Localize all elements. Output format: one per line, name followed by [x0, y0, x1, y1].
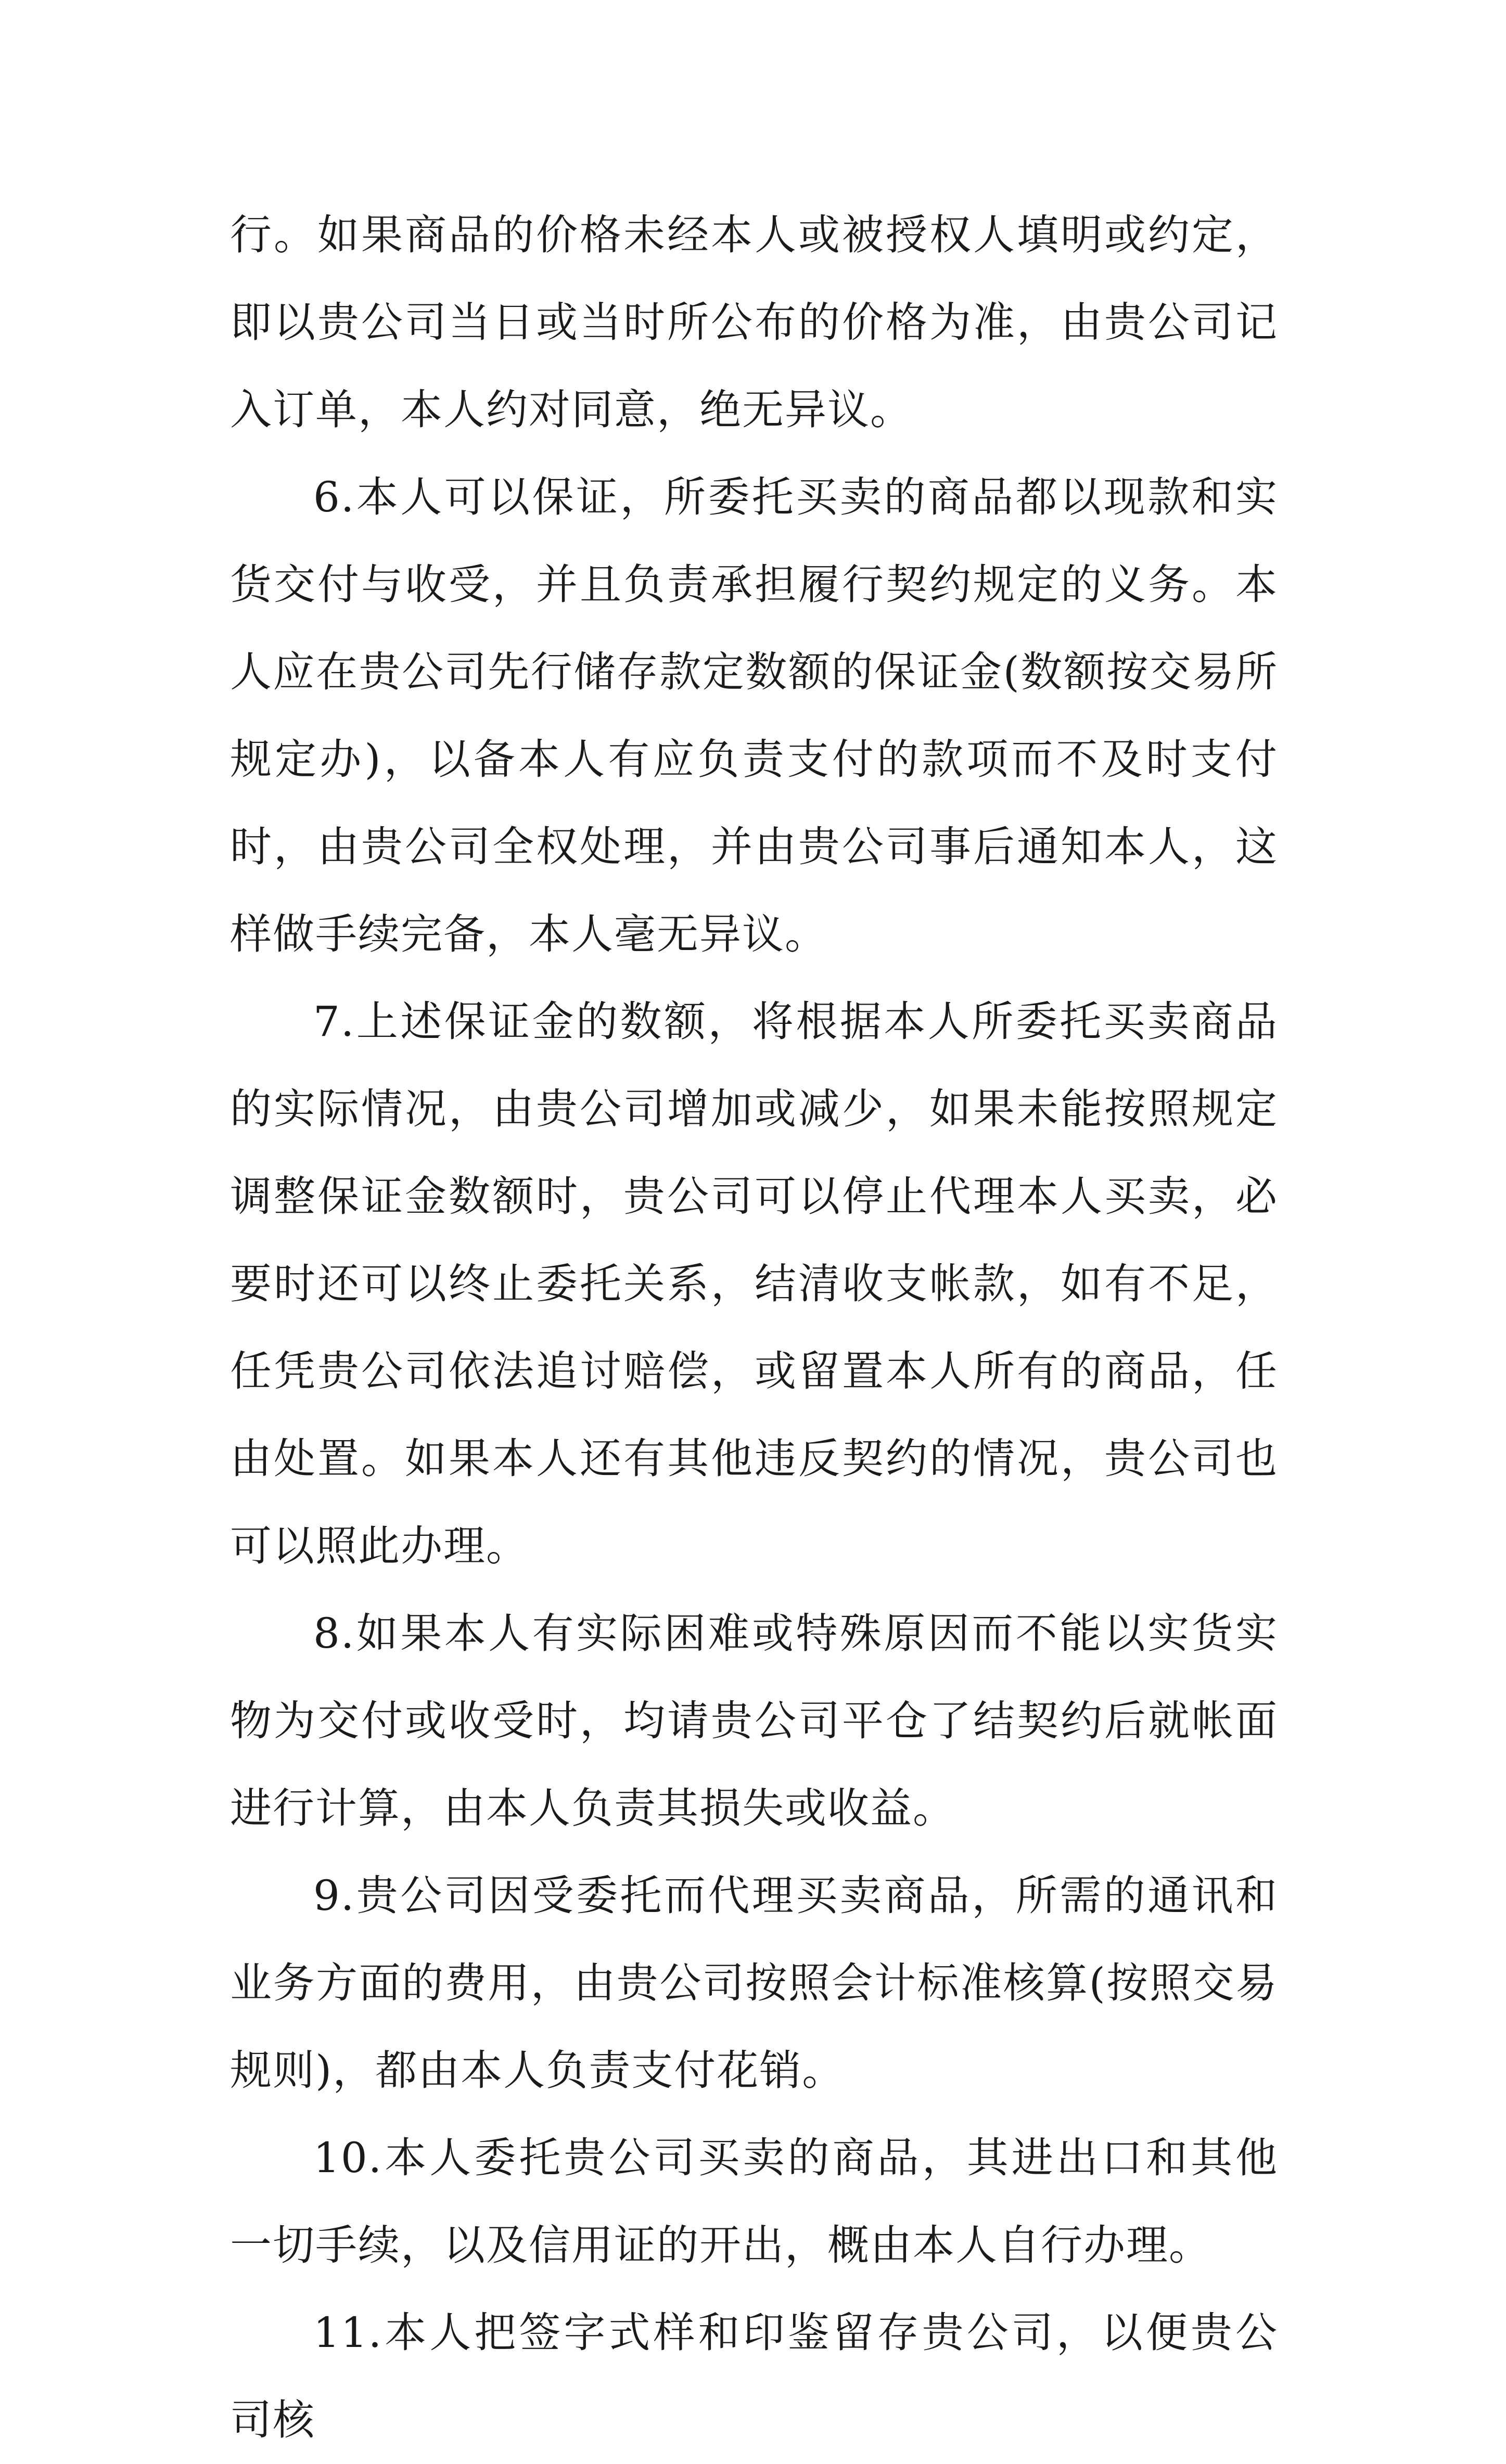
paragraph-11: 11.本人把签字式样和印鉴留存贵公司，以便贵公司核: [230, 2308, 1278, 2444]
paragraph-6: 6.本人可以保证，所委托买卖的商品都以现款和实货交付与收受，并且负责承担履行契约规定的义务。本人应在贵公司先行储存款定数额的保证金(数额按交易所规定办)，以备本人有应负责支付的款项而不及时支付时，由贵公司全权处理，并由贵公司事后通知本人，这样做手续完备，本人毫无异议。: [230, 473, 1278, 958]
document-body: [230, 191, 1278, 2464]
paragraph-10: 10.本人委托贵公司买卖的商品，其进出口和其他一切手续，以及信用证的开出，概由本人自行办理。: [230, 2134, 1278, 2269]
paragraph-7: 7.上述保证金的数额，将根据本人所委托买卖商品的实际情况，由贵公司增加或减少，如果未能按照规定调整保证金数额时，贵公司可以停止代理本人买卖，必要时还可以终止委托关系，结清收支帐款，如有不足，任凭贵公司依法追讨赔偿，或留置本人所有的商品，任由处置。如果本人还有其他违反契约的情况，贵公司也可以照此办理。: [230, 997, 1278, 1570]
paragraph-5-continued: 行。如果商品的价格未经本人或被授权人填明或约定，即以贵公司当日或当时所公布的价格为准，由贵公司记入订单，本人约对同意，绝无异议。: [230, 211, 1278, 434]
paragraph-9: 9.贵公司因受委托而代理买卖商品，所需的通讯和业务方面的费用，由贵公司按照会计标准核算(按照交易规则)，都由本人负责支付花销。: [230, 1871, 1278, 2095]
paragraph-8: 8.如果本人有实际困难或特殊原因而不能以实货实物为交付或收受时，均请贵公司平仓了结契约后就帐面进行计算，由本人负责其损失或收益。: [230, 1609, 1278, 1832]
